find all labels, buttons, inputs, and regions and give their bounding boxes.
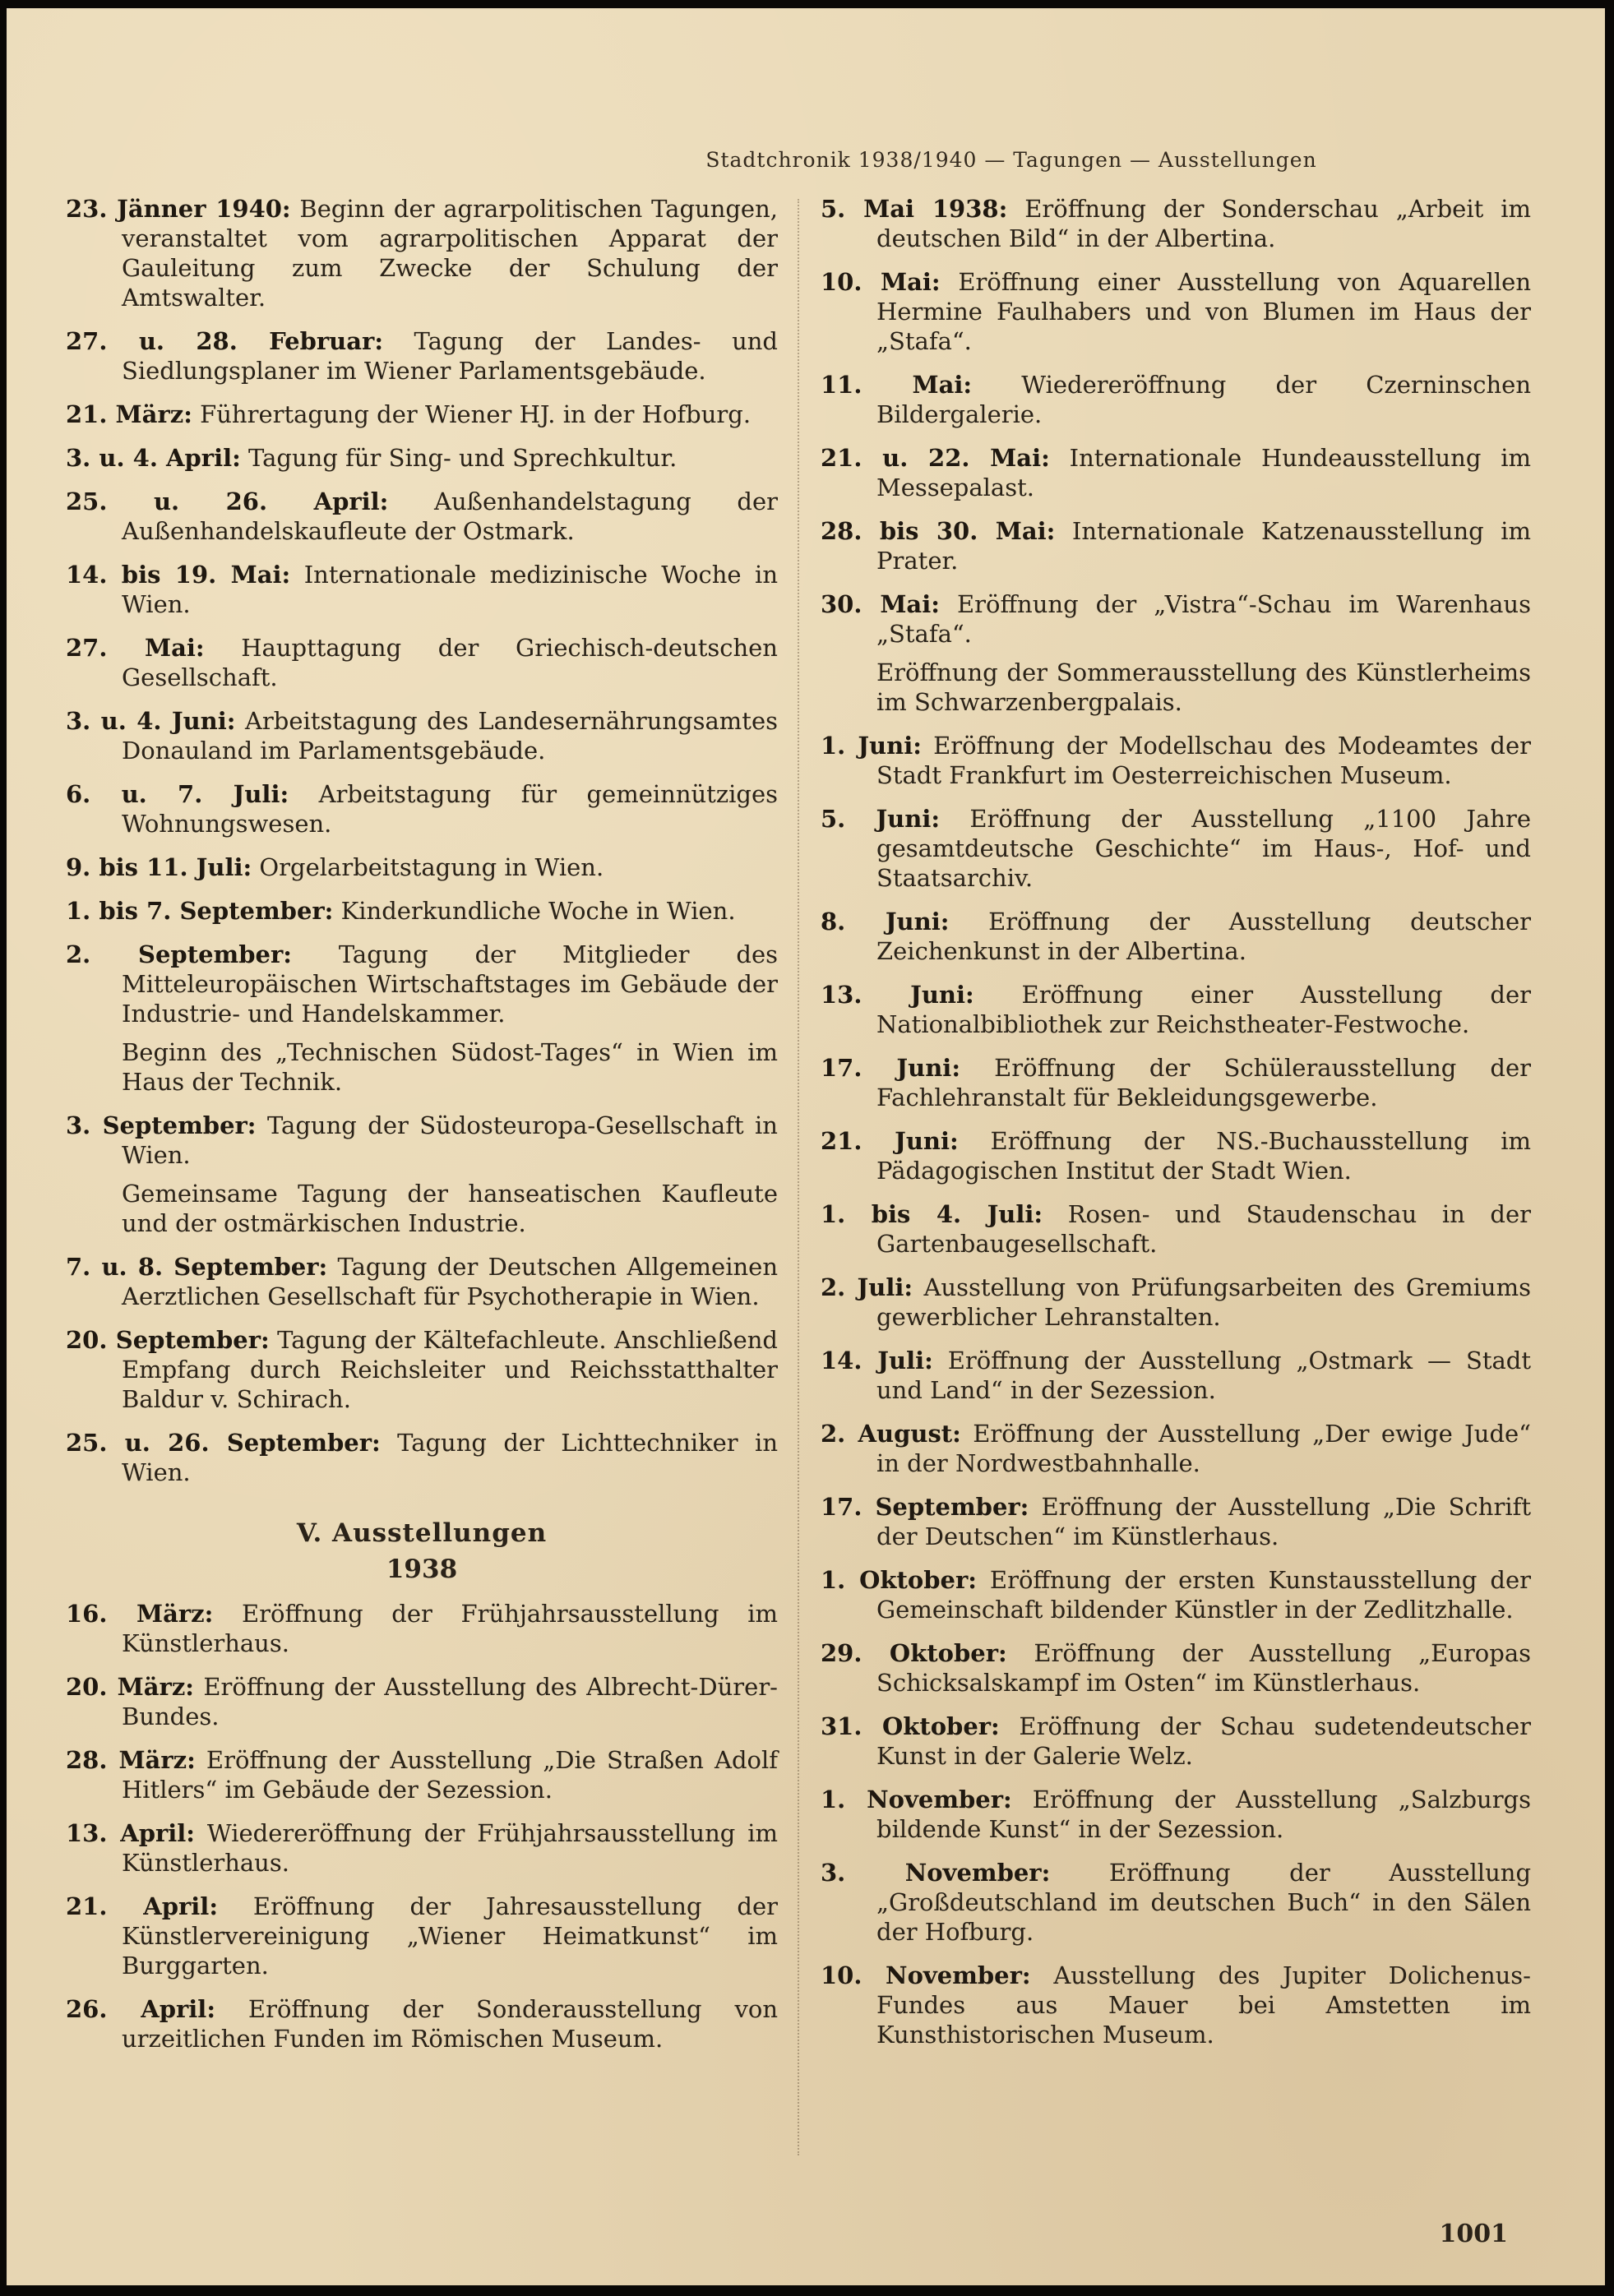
chronicle-entry — [66, 1252, 778, 1311]
chronicle-entry — [821, 1638, 1531, 1698]
chronicle-entry — [66, 706, 778, 765]
entry-date: 31. Oktober: — [821, 1712, 1000, 1740]
entry-text: Eröffnung der Frühjahrsausstellung im Künstlerhaus. — [122, 1600, 778, 1657]
chronicle-entry — [66, 560, 778, 619]
entry-date: 8. Juni: — [821, 908, 950, 935]
chronicle-entry — [821, 1492, 1531, 1551]
entry-date: 6. u. 7. Juli: — [66, 780, 289, 808]
column-divider — [798, 199, 800, 2155]
entry-text: Eröffnung der Ausstellung „Großdeutschland im deutschen Buch“ in den Sälen der Hofburg. — [876, 1859, 1532, 1946]
chronicle-entry — [821, 980, 1531, 1039]
entry-text: Eröffnung der Ausstellung des Albrecht-Dürer-Bundes. — [122, 1673, 778, 1730]
page-number: 1001 — [1439, 2220, 1508, 2248]
chronicle-entry — [66, 1892, 778, 1980]
chronicle-entry — [821, 370, 1531, 429]
entry-date: 3. September: — [66, 1111, 257, 1139]
right-column — [821, 194, 1531, 2063]
chronicle-entry — [821, 731, 1531, 790]
entry-text: Tagung der Mitglieder des Mitteleuropäischen Wirtschaftstages im Gebäude der Industrie- und Handelskammer. — [122, 940, 778, 1028]
chronicle-entry — [821, 1273, 1531, 1332]
entry-date: 26. April: — [66, 1995, 216, 2023]
entry-text: Tagung der Lichttechniker in Wien. — [122, 1429, 778, 1486]
entry-text: Eröffnung der Ausstellung „Die Straßen Adolf Hitlers“ im Gebäude der Sezession. — [122, 1746, 778, 1804]
entry-date: 3. u. 4. April: — [66, 444, 241, 472]
entry-date: 3. November: — [821, 1859, 1051, 1887]
entry-text: Tagung der Südosteuropa-Gesellschaft in Wien. — [122, 1111, 778, 1169]
chronicle-entry — [821, 1126, 1531, 1185]
entry-text: Wiedereröffnung der Czerninschen Bildergalerie. — [876, 371, 1531, 428]
entry-text: Eröffnung der Ausstellung „Die Schrift der Deutschen“ im Künstlerhaus. — [876, 1493, 1531, 1550]
chronicle-entry — [821, 1346, 1531, 1405]
chronicle-entry — [821, 194, 1531, 253]
entry-text: Tagung der Deutschen Allgemeinen Aerztlichen Gesellschaft für Psychotherapie in Wien. — [122, 1253, 778, 1310]
entry-date: 21. Juni: — [821, 1127, 959, 1155]
chronicle-entry — [66, 400, 778, 429]
entry-date: 11. Mai: — [821, 371, 973, 399]
entry-date: 25. u. 26. September: — [66, 1429, 381, 1457]
chronicle-entry — [66, 1599, 778, 1658]
entry-text: Eröffnung der Ausstellung „Ostmark — Stadt und Land“ in der Sezession. — [876, 1347, 1531, 1404]
chronicle-entry — [66, 1111, 778, 1170]
section-title: V. Ausstellungen — [296, 1518, 548, 1548]
entry-date: 1. bis 7. September: — [66, 897, 334, 925]
entry-text: Führertagung der Wiener HJ. in der Hofburg. — [192, 400, 752, 428]
chronicle-entry — [821, 443, 1531, 502]
chronicle-entry — [66, 940, 778, 1028]
chronicle-entry — [66, 896, 778, 926]
entry-date: 17. Juni: — [821, 1054, 961, 1082]
entry-text: Außenhandelstagung der Außenhandelskaufleute der Ostmark. — [122, 487, 779, 545]
chronicle-entry — [821, 1053, 1531, 1112]
entry-text: Eröffnung der NS.-Buchausstellung im Pädagogischen Institut der Stadt Wien. — [876, 1127, 1531, 1185]
exhibition-entries-left — [66, 1599, 778, 2053]
chronicle-entry — [821, 1961, 1531, 2049]
chronicle-entry — [821, 589, 1531, 649]
entry-text: Arbeitstagung des Landesernährungsamtes Donauland im Parlamentsgebäude. — [122, 707, 778, 765]
document-page — [7, 8, 1605, 2285]
entry-date: 23. Jänner 1940: — [66, 195, 291, 223]
entry-date: 14. bis 19. Mai: — [66, 561, 291, 589]
entry-text: Eröffnung der Sonderschau „Arbeit im deutschen Bild“ in der Albertina. — [876, 195, 1531, 252]
entry-date: 27. u. 28. Februar: — [66, 327, 384, 355]
entry-date: 21. April: — [66, 1892, 219, 1920]
entry-text: Eröffnung der Schülerausstellung der Fachlehranstalt für Bekleidungsgewerbe. — [876, 1054, 1531, 1111]
chronicle-entry — [821, 1199, 1531, 1259]
entry-text: Eröffnung der Jahresausstellung der Künstlervereinigung „Wiener Heimatkunst“ im Burggarten. — [122, 1892, 779, 1980]
entry-date: 10. Mai: — [821, 268, 941, 296]
entry-text: Beginn des „Technischen Südost-Tages“ in Wien im Haus der Technik. — [122, 1038, 778, 1096]
entry-text: Eröffnung der Sommerausstellung des Künstlerheims im Schwarzenbergpalais. — [876, 658, 1531, 716]
exhibition-entries-right — [821, 194, 1531, 2049]
chronicle-entry — [66, 1428, 778, 1487]
chronicle-entry — [66, 443, 778, 473]
entry-text: Ausstellung des Jupiter Dolichenus-Fundes aus Mauer bei Amstetten im Kunsthistorischen Museum. — [876, 1961, 1531, 2049]
entry-text: Beginn der agrarpolitischen Tagungen, veranstaltet vom agrarpolitischen Apparat der Gauleitung zum Zwecke der Schulung der Amtswalter. — [122, 195, 778, 312]
chronicle-entry — [66, 1672, 778, 1731]
chronicle-entry — [66, 1994, 778, 2053]
entry-date: 20. März: — [66, 1673, 194, 1701]
entry-date: 16. März: — [66, 1600, 214, 1628]
entry-text: Orgelarbeitstagung in Wien. — [252, 853, 604, 881]
entry-text: Internationale Katzenausstellung im Prater. — [876, 517, 1531, 575]
entry-text: Eröffnung der Ausstellung „Europas Schicksalskampf im Osten“ im Künstlerhaus. — [876, 1639, 1531, 1697]
chronicle-entry — [821, 267, 1531, 356]
chronicle-entry — [821, 1712, 1531, 1771]
chronicle-entry — [821, 1419, 1531, 1478]
entry-date: 28. bis 30. Mai: — [821, 517, 1056, 545]
entry-text: Eröffnung der Ausstellung „Der ewige Jude“ in der Nordwestbahnhalle. — [876, 1420, 1531, 1477]
entry-text: Gemeinsame Tagung der hanseatischen Kaufleute und der ostmärkischen Industrie. — [122, 1180, 778, 1237]
entry-date: 1. Oktober: — [821, 1566, 977, 1594]
entry-text: Eröffnung der Sonderausstellung von urzeitlichen Funden im Römischen Museum. — [122, 1995, 779, 2053]
entry-date: 2. August: — [821, 1420, 961, 1448]
chronicle-entry — [66, 633, 778, 692]
entry-date: 5. Mai 1938: — [821, 195, 1008, 223]
entry-date: 1. November: — [821, 1786, 1012, 1813]
entry-text: Eröffnung der Ausstellung deutscher Zeichenkunst in der Albertina. — [876, 908, 1531, 965]
chronicle-entry — [821, 804, 1531, 893]
entry-text: Eröffnung einer Ausstellung von Aquarellen Hermine Faulhabers und von Blumen im Haus der „Stafa“. — [876, 268, 1531, 355]
entry-text: Tagung der Landes- und Siedlungsplaner im Wiener Parlamentsgebäude. — [122, 327, 778, 385]
entry-text: Tagung der Kältefachleute. Anschließend Empfang durch Reichsleiter und Reichsstatthalter Baldur v. Schirach. — [122, 1326, 778, 1413]
left-column-entries — [66, 194, 778, 1487]
entry-date: 21. u. 22. Mai: — [821, 444, 1050, 472]
entry-text: Eröffnung der Ausstellung „1100 Jahre gesamtdeutsche Geschichte“ im Haus-, Hof- und Staatsarchiv. — [876, 805, 1532, 892]
entry-date: 9. bis 11. Juli: — [66, 853, 252, 881]
section-year: 1938 — [386, 1555, 458, 1584]
entry-date: 17. September: — [821, 1493, 1029, 1521]
entry-date: 1. bis 4. Juli: — [821, 1200, 1043, 1228]
entry-date: 21. März: — [66, 400, 192, 428]
entry-date: 5. Juni: — [821, 805, 941, 833]
entry-text: Eröffnung einer Ausstellung der Nationalbibliothek zur Reichstheater-Festwoche. — [876, 981, 1531, 1038]
entry-date: 13. Juni: — [821, 981, 974, 1009]
entry-text: Eröffnung der Schau sudetendeutscher Kunst in der Galerie Welz. — [876, 1712, 1531, 1770]
entry-text: Kinderkundliche Woche in Wien. — [333, 897, 736, 925]
chronicle-entry — [66, 1818, 778, 1878]
chronicle-entry — [821, 907, 1531, 966]
left-column — [66, 194, 778, 2067]
entry-text: Arbeitstagung für gemeinnütziges Wohnungswesen. — [122, 780, 778, 838]
entry-date: 1. Juni: — [821, 732, 922, 760]
entry-date: 27. Mai: — [66, 634, 205, 662]
entry-text: Internationale Hundeausstellung im Messepalast. — [876, 444, 1531, 501]
entry-date: 2. September: — [66, 940, 292, 968]
chronicle-entry — [821, 516, 1531, 575]
chronicle-entry — [66, 194, 778, 312]
chronicle-entry — [66, 1745, 778, 1804]
chronicle-entry — [821, 1565, 1531, 1624]
chronicle-entry — [821, 1858, 1531, 1947]
chronicle-entry — [66, 1325, 778, 1414]
entry-text: Internationale medizinische Woche in Wien. — [122, 561, 778, 618]
chronicle-entry — [821, 1785, 1531, 1844]
entry-text: Eröffnung der ersten Kunstausstellung der Gemeinschaft bildender Künstler in der Zedlitzhalle. — [876, 1566, 1531, 1624]
entry-date: 28. März: — [66, 1746, 196, 1774]
entry-date: 7. u. 8. September: — [66, 1253, 328, 1281]
entry-date: 30. Mai: — [821, 590, 940, 618]
entry-date: 3. u. 4. Juni: — [66, 707, 236, 735]
chronicle-entry — [66, 1037, 778, 1097]
chronicle-entry — [66, 487, 778, 546]
entry-text: Wiedereröffnung der Frühjahrsausstellung im Künstlerhaus. — [122, 1819, 778, 1877]
entry-date: 10. November: — [821, 1961, 1031, 1989]
entry-text: Ausstellung von Prüfungsarbeiten des Gremiums gewerblicher Lehranstalten. — [876, 1273, 1531, 1331]
entry-text: Rosen- und Staudenschau in der Gartenbaugesellschaft. — [876, 1200, 1531, 1258]
running-head: Stadtchronik 1938/1940 — Tagungen — Ausstellungen — [705, 148, 1317, 172]
entry-date: 20. September: — [66, 1326, 270, 1354]
entry-date: 29. Oktober: — [821, 1639, 1007, 1667]
entry-date: 25. u. 26. April: — [66, 487, 389, 515]
chronicle-entry — [66, 326, 778, 386]
chronicle-entry — [66, 779, 778, 838]
chronicle-entry — [66, 852, 778, 882]
chronicle-entry — [66, 1179, 778, 1238]
chronicle-entry — [821, 658, 1531, 717]
entry-text: Eröffnung der Ausstellung „Salzburgs bildende Kunst“ in der Sezession. — [876, 1786, 1531, 1843]
entry-text: Eröffnung der Modellschau des Modeamtes der Stadt Frankfurt im Oesterreichischen Museum. — [876, 732, 1531, 789]
entry-text: Tagung für Sing- und Sprechkultur. — [240, 444, 678, 472]
entry-text: Eröffnung der „Vistra“-Schau im Warenhaus „Stafa“. — [876, 590, 1531, 648]
entry-date: 13. April: — [66, 1819, 196, 1847]
entry-date: 14. Juli: — [821, 1347, 933, 1374]
entry-date: 2. Juli: — [821, 1273, 913, 1301]
entry-text: Haupttagung der Griechisch-deutschen Gesellschaft. — [122, 634, 778, 691]
